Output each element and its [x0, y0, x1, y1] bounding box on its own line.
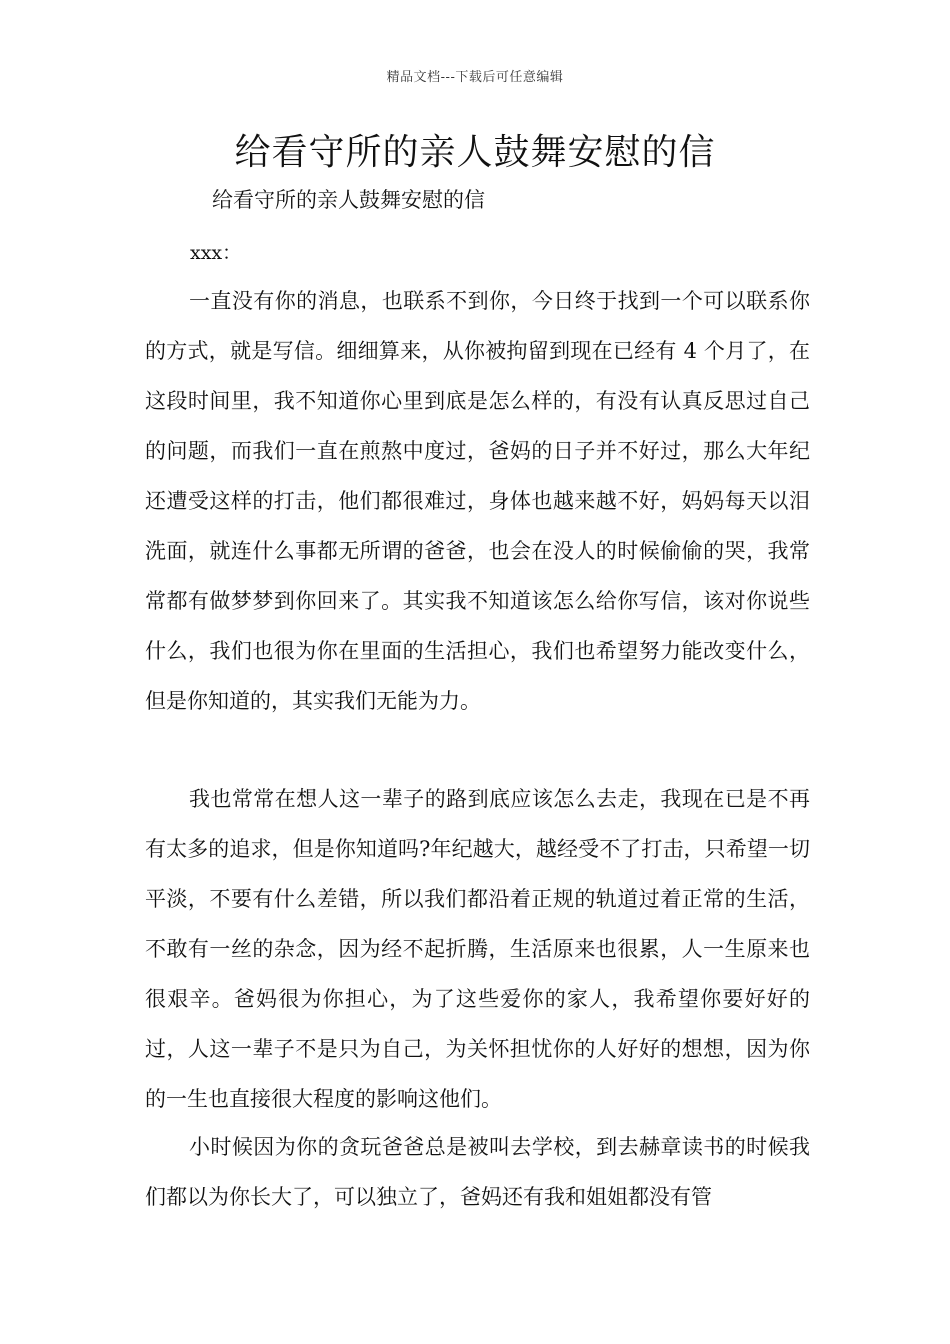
body-paragraph-3-container: [145, 1122, 810, 1222]
body-paragraph: 一直没有你的消息，也联系不到你，今日终于找到一个可以联系你的方式，就是写信。细细算来，从你被拘留到现在已经有 4 个月了，在这段时间里，我不知道你心里到底是怎么样的，有没有认真反思过自己的问题，而我们一直在煎熬中度过，爸妈的日子并不好过，那么大年纪还遭受这样的打击，他们都很难过，身体也越来越不好，妈妈每天以泪洗面，就连什么事都无所谓的爸爸，也会在没人的时候偷偷的哭，我常常都有做梦梦到你回来了。其实我不知道该怎么给你写信，该对你说些什么，我们也很为你在里面的生活担心，我们也希望努力能改变什么，但是你知道的，其实我们无能为力。: [145, 289, 810, 713]
header-note: 精品文档---下载后可任意编辑: [386, 70, 564, 85]
document-title: 给看守所的亲人鼓舞安慰的信: [234, 132, 716, 173]
body-paragraph-2-container: [145, 774, 810, 1124]
document-subtitle: 给看守所的亲人鼓舞安慰的信: [212, 188, 485, 212]
body-paragraph: 小时候因为你的贪玩爸爸总是被叫去学校，到去赫章读书的时候我们都以为你长大了，可以独立了，爸妈还有我和姐姐都没有管: [145, 1135, 810, 1209]
body-paragraph: 我也常常在想人这一辈子的路到底应该怎么去走，我现在已是不再有太多的追求，但是你知道吗?年纪越大，越经受不了打击，只希望一切平淡，不要有什么差错，所以我们都沿着正规的轨道过着正常的生活，不敢有一丝的杂念，因为经不起折腾，生活原来也很累，人一生原来也很艰辛。爸妈很为你担心，为了这些爱你的家人，我希望你要好好的过，人这一辈子不是只为自己，为关怀担忧你的人好好的想想，因为你的一生也直接很大程度的影响这他们。: [145, 787, 810, 1111]
body-paragraph-1-container: [145, 276, 810, 726]
salutation: xxx：: [190, 242, 242, 264]
